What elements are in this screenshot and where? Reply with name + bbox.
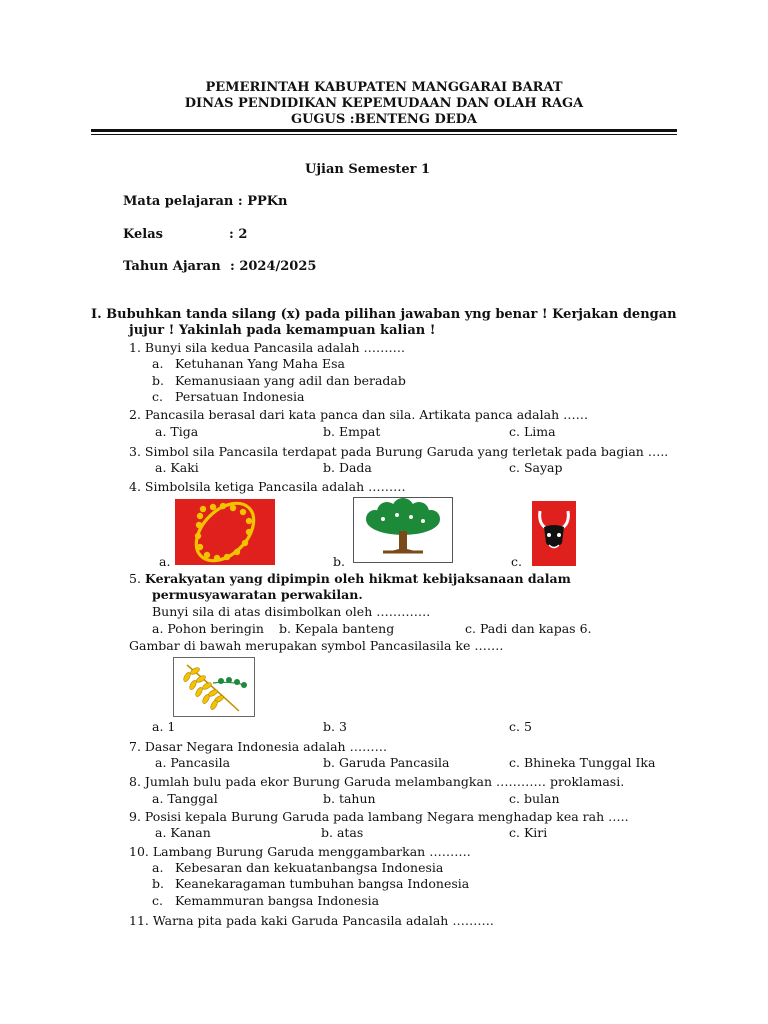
q10-text: 10. Lambang Burung Garuda menggambarkan ………. <box>129 844 471 859</box>
exam-title: Ujian Semester 1 <box>305 162 431 177</box>
q7-text: 7. Dasar Negara Indonesia adalah ……… <box>129 739 388 754</box>
q10-option-a: Kebesaran dan kekuatanbangsa Indonesia <box>175 860 444 875</box>
q11-text: 11. Warna pita pada kaki Garuda Pancasila adalah ………. <box>129 913 494 928</box>
q6-option-c: c. 5 <box>509 719 532 734</box>
q10-option-c-letter: c. <box>152 893 163 908</box>
q3-text: 3. Simbol sila Pancasila terdapat pada Burung Garuda yang terletak pada bagian ….. <box>129 444 669 459</box>
instructions-line-1: I. Bubuhkan tanda silang (x) pada pilihan jawaban yng benar ! Kerjakan dengan <box>91 307 677 322</box>
q5-text-bold-2: permusyawaratan perwakilan. <box>152 587 363 602</box>
q7-option-c: c. Bhineka Tunggal Ika <box>509 755 656 770</box>
q2-option-c: c. Lima <box>509 424 556 439</box>
header-line-2: DINAS PENDIDIKAN KEPEMUDAAN DAN OLAH RAGA <box>184 96 584 111</box>
q5-option-a: a. Pohon beringin <box>152 621 264 636</box>
q5-option-b: b. Kepala banteng <box>279 621 395 636</box>
chain-symbol-image <box>175 499 275 565</box>
q5-number: 5. <box>129 571 141 586</box>
q4-option-a: a. <box>159 554 171 569</box>
q1-option-a: Ketuhanan Yang Maha Esa <box>175 356 345 371</box>
q9-option-a: a. Kanan <box>155 825 211 840</box>
q9-option-b: b. atas <box>321 825 364 840</box>
q4-option-c: c. <box>511 554 522 569</box>
header-rule-thin <box>91 134 677 135</box>
q9-option-c: c. Kiri <box>509 825 548 840</box>
q10-option-a-letter: a. <box>152 860 164 875</box>
q1-option-b: Kemanusiaan yang adil dan beradab <box>175 373 406 388</box>
year-label: Tahun Ajaran <box>123 259 221 274</box>
rice-cotton-image <box>173 657 255 717</box>
q1-option-c-letter: c. <box>152 389 163 404</box>
q8-option-c: c. bulan <box>509 791 560 806</box>
q5-text-bold-1: Kerakyatan yang dipimpin oleh hikmat kebijaksanaan dalam <box>145 571 571 586</box>
q10-option-b: Keanekaragaman tumbuhan bangsa Indonesia <box>175 876 470 891</box>
q8-text: 8. Jumlah bulu pada ekor Burung Garuda melambangkan ………… proklamasi. <box>129 774 625 789</box>
subject-label: Mata pelajaran : PPKn <box>123 194 288 209</box>
class-label: Kelas <box>123 227 163 242</box>
q7-option-b: b. Garuda Pancasila <box>323 755 450 770</box>
q1-option-a-letter: a. <box>152 356 164 371</box>
q3-option-a: a. Kaki <box>155 460 199 475</box>
class-value: : 2 <box>229 227 248 242</box>
header-rule-thick <box>91 129 677 132</box>
q4-option-b: b. <box>333 554 345 569</box>
q5-option-c: c. Padi dan kapas 6. <box>465 621 592 636</box>
year-value: : 2024/2025 <box>230 259 317 274</box>
q6-option-a: a. 1 <box>152 719 176 734</box>
header-line-1: PEMERINTAH KABUPATEN MANGGARAI BARAT <box>205 80 563 95</box>
q2-option-b: b. Empat <box>323 424 381 439</box>
q4-text: 4. Simbolsila ketiga Pancasila adalah ……… <box>129 479 406 494</box>
bull-head-image <box>532 501 576 566</box>
q3-option-c: c. Sayap <box>509 460 563 475</box>
q8-option-a: a. Tanggal <box>152 791 218 806</box>
q1-text: 1. Bunyi sila kedua Pancasila adalah ………. <box>129 340 406 355</box>
header-line-3: GUGUS :BENTENG DEDA <box>290 112 477 127</box>
q1-option-b-letter: b. <box>152 373 164 388</box>
q6-option-b: b. 3 <box>323 719 347 734</box>
q8-option-b: b. tahun <box>323 791 376 806</box>
q2-option-a: a. Tiga <box>155 424 199 439</box>
q9-text: 9. Posisi kepala Burung Garuda pada lambang Negara menghadap kea rah ….. <box>129 809 629 824</box>
q6-text: Gambar di bawah merupakan symbol Pancasilasila ke ……. <box>129 638 504 653</box>
q10-option-b-letter: b. <box>152 876 164 891</box>
instructions-line-2: jujur ! Yakinlah pada kemampuan kalian ! <box>129 323 436 338</box>
banyan-tree-image <box>353 497 453 563</box>
q5-text-3: Bunyi sila di atas disimbolkan oleh …………. <box>152 604 431 619</box>
q7-option-a: a. Pancasila <box>155 755 231 770</box>
q1-option-c: Persatuan Indonesia <box>175 389 305 404</box>
q10-option-c: Kemammuran bangsa Indonesia <box>175 893 380 908</box>
q2-text: 2. Pancasila berasal dari kata panca dan sila. Artikata panca adalah …… <box>129 407 589 422</box>
q3-option-b: b. Dada <box>323 460 372 475</box>
